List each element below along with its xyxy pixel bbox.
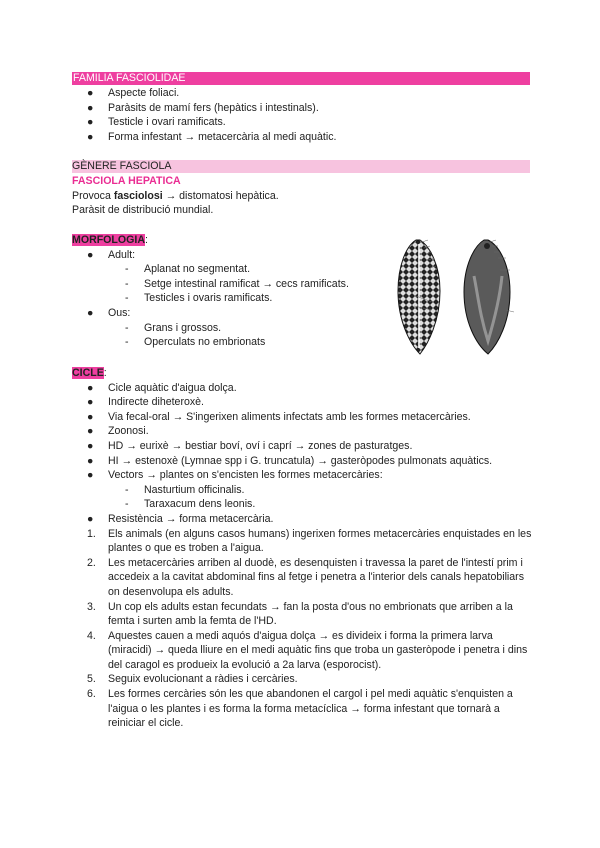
list-item: ● HI → estenoxè (Lymnae spp i G. truncatula) → gasteròpodes pulmonats aquàtics. <box>87 454 493 467</box>
morfologia-heading: MORFOLOGIA: <box>72 234 148 246</box>
bullet-icon: ● <box>87 116 94 129</box>
list-item: ● Forma infestant → metacercària al medi aquàtic. <box>87 130 337 143</box>
dash-icon: - <box>125 483 129 496</box>
sub-list-item: - Nasturtium officinalis. <box>125 483 245 496</box>
cicle-section <box>72 366 532 731</box>
list-item: ● Vectors → plantes on s'encisten les formes metacercàries: <box>87 469 383 482</box>
numbered-item: 1. Els animals (en alguns casos humans) ingerixen formes metacercàries enquistades en les plantes o que es troben a l'aigua. <box>87 527 532 555</box>
numbered-item: 3. Un cop els adults estan fecundats → fan la posta d'ous no embrionats que arriben a la femta i surten amb la femta de l'HD. <box>87 600 513 628</box>
numbered-item: 4. Aquestes cauen a medi aquós d'aigua dolça → es divideix i forma la primera larva (miracidi) → queda lliure en el medi aquàtic fins que troba un gasteròpode i penetra i dins del caragol es produeix la evolució a 2a larva (esporocist). <box>87 629 528 671</box>
bullet-icon: ● <box>87 454 94 467</box>
cicle-heading: CICLE: <box>72 367 107 379</box>
genere-heading: GÈNERE FASCIOLA <box>72 160 530 173</box>
adult-worm-right <box>464 240 510 354</box>
dash-icon: - <box>125 498 129 511</box>
bullet-icon: ● <box>87 101 94 114</box>
bullet-icon: ● <box>87 381 94 394</box>
dash-icon: - <box>125 292 129 305</box>
sub-list-item: - Taraxacum dens leonis. <box>125 498 256 511</box>
numbered-item: 5. Seguix evolucionant a ràdies i cercàries. <box>87 673 298 686</box>
fasciola-illustration <box>388 236 533 358</box>
bullet-icon: ● <box>87 425 94 438</box>
list-item: ● Aspecte foliaci. <box>87 87 180 99</box>
bullet-icon: ● <box>87 396 94 409</box>
sub-list-item: - Setge intestinal ramificat → cecs ramificats. <box>125 277 349 290</box>
sub-list-item: - Aplanat no segmentat. <box>125 263 251 276</box>
familia-heading: FAMILIA FASCIOLIDAE <box>72 72 530 85</box>
bullet-icon: ● <box>87 512 94 525</box>
bullet-icon: ● <box>87 248 94 261</box>
genere-line-1: Provoca fasciolosi → distomatosi hepàtica. <box>72 189 279 202</box>
list-item: ● HD → eurixè → bestiar boví, oví i caprí → zones de pasturatges. <box>87 439 413 452</box>
dash-icon: - <box>125 336 129 349</box>
numbered-item: 6. Les formes cercàries són les que abandonen el cargol i pel medi aquàtic s'enquisten a l'aigua o les plantes i es forma la forma metacíclica → forma infestant que tornarà a reiniciar el cicle. <box>87 688 513 730</box>
numbered-item: 2. Les metacercàries arriben al duodè, es desenquisten i travessa la paret de l'intestí prim i accedeix a la cavitat abdominal fins al fetge i penetra a l'interior dels canals hepatobiliars on desenvolupa els adults. <box>87 556 525 598</box>
bullet-icon: ● <box>87 87 94 99</box>
genere-line-2: Paràsit de distribució mundial. <box>72 204 214 217</box>
sub-list-item: - Operculats no embrionats <box>125 336 266 349</box>
list-item: ● Testicle i ovari ramificats. <box>87 116 226 129</box>
list-item: ● Zoonosi. <box>87 425 149 438</box>
genere-section <box>72 174 532 218</box>
list-item: ● Resistència → forma metacercària. <box>87 512 274 525</box>
bullet-icon: ● <box>87 439 94 452</box>
list-item: ● Via fecal-oral → S'ingerixen aliments infectats amb les formes metacercàries. <box>87 410 471 423</box>
sub-list-item: - Testicles i ovaris ramificats. <box>125 292 273 305</box>
sub-list-item: - Grans i grossos. <box>125 321 222 334</box>
list-item: ● Cicle aquàtic d'aigua dolça. <box>87 381 237 394</box>
bullet-icon: ● <box>87 469 94 482</box>
dash-icon: - <box>125 263 129 276</box>
dash-icon: - <box>125 321 129 334</box>
bullet-icon: ● <box>87 130 94 143</box>
list-item: ● Ous: <box>87 306 131 319</box>
list-item: ● Indirecte diheteroxè. <box>87 396 204 409</box>
list-item: ● Adult: <box>87 248 136 261</box>
dash-icon: - <box>125 277 129 290</box>
familia-list <box>72 86 532 144</box>
bullet-icon: ● <box>87 306 94 319</box>
species-title: FASCIOLA HEPATICA <box>72 175 181 187</box>
bullet-icon: ● <box>87 410 94 423</box>
list-item: ● Paràsits de mamí fers (hepàtics i intestinals). <box>87 101 319 114</box>
